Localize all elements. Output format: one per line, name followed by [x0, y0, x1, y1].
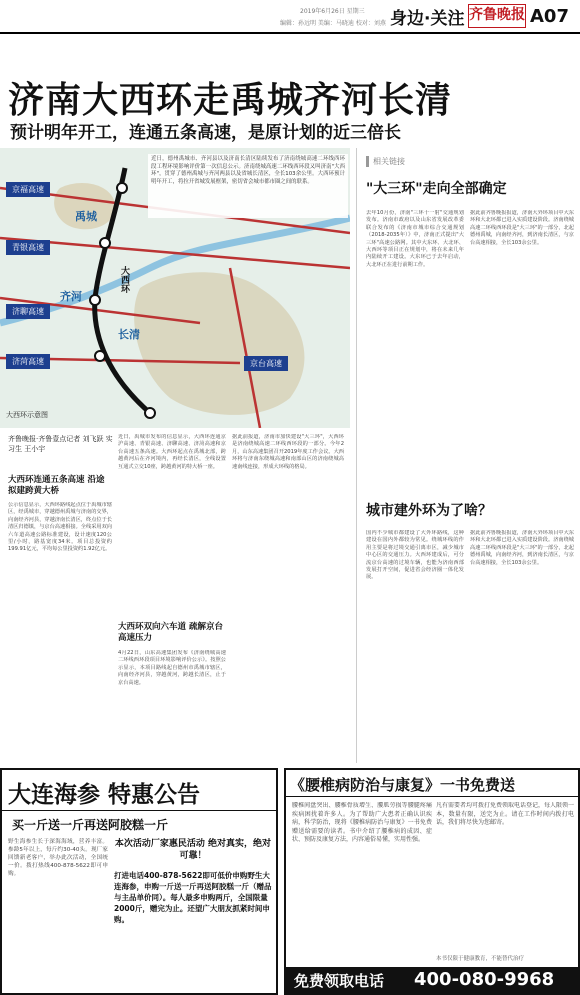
ad1-promo-head: 本次活动厂家惠民活动 绝对真实，绝对可靠！ [114, 839, 272, 861]
ad1-title: 大连海参 特惠公告 [8, 782, 201, 808]
body-column-1: 公示信息显示，大西环路线起点位于禹城市辖区，经禹城市，穿越德州禹城与济南的交界，向南经齐河县，穿越济南长清区，终点位于长清区归德镇，与京台高速相接。全线采用双向六车道高速公路标准建设，设计速度120公里/小时，路基宽度34米。项目总投资约199.91亿元，平均每公里投资约1.92亿元。 [8, 502, 112, 553]
body-column-3: 据此前报道，济南市加快建设"大三环"，大西环是济南绕城高速二环线西环段的一部分。今年2月，山东高速集团召开2019年度工作会议。大西环将与济南东绕城高速和南部山区的济南绕城高速南线连接，形成大环线的格局。 [232, 434, 344, 470]
body-column-2b: 4月22日，山东高速集团发布《济南绕城高速二环线西环段项目环境影响评价公示》。按照公示显示，本项目路线起自德州市禹城市辖区，向南经齐河县，穿越黄河，跨越长清区，止于京台高速。 [118, 650, 226, 686]
ad2-phone-bar[interactable] [286, 967, 578, 993]
ad-sea-cucumber [0, 768, 278, 995]
sidebar-title: "大三环"走向全部确定 [366, 181, 507, 197]
map-label-jingtai: 京台高速 [244, 356, 288, 371]
sidebar-body-2: 据此前齐鲁晚报报道，济南大外环项目中大东环和大北环都已进入实质建设阶段。济南绕城高速二环线西环段是"大三环"的一部分，北起德州禹城，向南经齐河，到济南长清区，与京台高速相接，全长103余公里。 [470, 210, 574, 246]
byline: 齐鲁晚报·齐鲁壹点记者 刘飞跃 实习生 王小宇 [8, 435, 113, 453]
ad2-body-2: 凡有需要者均可拨打免费领取电话登记，每人限领一本，数量有限，送完为止。请在工作时间内拨打电话，我们将尽快为您邮寄。 [436, 802, 574, 826]
related-links-tag: 相关链接 [366, 156, 405, 167]
map-city-qihe: 齐河 [60, 290, 82, 303]
section-heading-1-text: 大西环连通五条高速 沿途拟建跨黄大桥 [8, 475, 105, 496]
map-label-jiliao: 济聊高速 [6, 304, 50, 319]
ad2-body-1: 腰椎间盘突出、腰椎骨质增生、腰肌劳损等腰腿疼痛疾病困扰着许多人。为了帮助广大患者正确认识疾病，科学防治，现将《腰椎病防治与康复》一书免费赠送给需要的读者。书中介绍了腰椎病的成因、症状、预防及康复方法，内容通俗易懂，实用性强。 [292, 802, 432, 843]
ad1-promo-body: 打进电话400-878-5622即可低价申购野生大连海参，申购一斤送一斤再送阿胶糕一斤（赠品与主品单价同）。每人最多申购两斤，全国限量2000斤，赠完为止。还望广大朋友抓紧时间申购。 [114, 871, 272, 924]
map-caption: 大西环示意图 [6, 411, 48, 419]
question-title: 城市建外环为了啥？ [366, 503, 492, 519]
ad1-left-text: 野生海参生长于深海海域，营养丰富。参龄5年以上，每斤约30-40头。现厂家回馈新老客户，举办此次活动，全国统一价。拨打热线400-878-5622即可申购。 [8, 839, 108, 877]
ad1-slogan: 买一斤送一斤再送阿胶糕一斤 [12, 818, 169, 832]
headline: 济南大西环走禹城齐河长清 [8, 80, 453, 121]
map-label-jihe: 济菏高速 [6, 354, 50, 369]
editor-credits: 编辑：孙远明 美编：马晓迪 校对：刘燕 [280, 20, 386, 27]
body-column-2: 近日，禹城市发布的信息显示，大西环连通京沪高速、青银高速、济聊高速、济菏高速和京台高速五条高速。大西环起点在禹城北部，跨越黄河后在齐河境内，再经长清区，全线设置互通式立交10座，跨越黄河的特大桥一座。 [118, 434, 226, 470]
route-map [0, 148, 350, 428]
map-city-changqing: 长清 [118, 328, 140, 341]
header-rule [0, 32, 580, 34]
sidebar-body-1: 去年10月份，济南"三环十一射"交通规划发布。济南市政府以及山东省发展改革委联合发布的《济南市城市综合交通规划（2018-2035年）》中，济南正式提出"大三环"高速公路网。其中大东环、大北环、大西环等项目正在规划中，将在未来几年内陆续开工建设。大东环已于去年启动，大北环正在进行前期工作。 [366, 210, 464, 268]
page-number: A07 [530, 6, 569, 27]
column-divider [356, 148, 357, 763]
section-heading-2-text: 大西环双向六车道 疏解京台高速压力 [118, 622, 223, 643]
ad-book-giveaway [284, 768, 580, 995]
ad2-rule [286, 796, 578, 797]
question-body-2: 据此前齐鲁晚报报道，济南大外环项目中大东环和大北环都已进入实质建设阶段。济南绕城高速二环线西环段是"大三环"的一部分，北起德州禹城，向南经齐河，到济南长清区，与京台高速相接，全长103余公里。 [470, 530, 574, 566]
ad2-phone-label: 免费领取电话 [294, 972, 385, 990]
ad2-note: 本书仅限于健康教育，不能替代治疗 [436, 956, 525, 962]
ad2-title: 《腰椎病防治与康复》一书免费送 [290, 776, 516, 794]
section-name: 身边·关注 [390, 9, 465, 29]
ad2-phone-number[interactable]: 400-080-9968 [414, 969, 555, 990]
newspaper-logo: 齐鲁晚报 [468, 4, 526, 28]
question-body-1: 国内不少城市都建设了大外环路线，这种建设在国内外都较为常见。绕城环线的作用主要是将过境交通引离市区，减少城市中心区的交通压力。大西环建成后，可分流京台高速的过境车辆，也能为济南西部发展打开空间，促进省会经济圈一体化发展。 [366, 530, 464, 581]
subheadline: 预计明年开工，连通五条高速，是原计划的近三倍长 [10, 123, 401, 143]
map-label-qingyin: 青银高速 [6, 240, 50, 255]
ad1-rule [2, 810, 276, 811]
section-heading-2 [118, 622, 226, 644]
map-label-jingfu: 京福高速 [6, 182, 50, 197]
issue-date: 2019年6月26日 星期三 [300, 8, 365, 15]
lead-paragraph: 近日，德州禹城市、齐河县以及济南长清区陆续发布了济南绕城高速二环线西环段工程环境影响评价第一次信息公示。济南绕城高速二环线西环段又叫济南"大西环"，贯穿了德州禹城与齐河两县以及省城长清区，全长103余公里。大西环预计明年开工，将拉开省城发展框架，密切省会城市都市圈之间的联系。 [148, 154, 348, 218]
section-heading-1 [8, 475, 112, 497]
map-route-label: 大西环 [119, 266, 129, 293]
map-city-yucheng: 禹城 [75, 210, 97, 223]
